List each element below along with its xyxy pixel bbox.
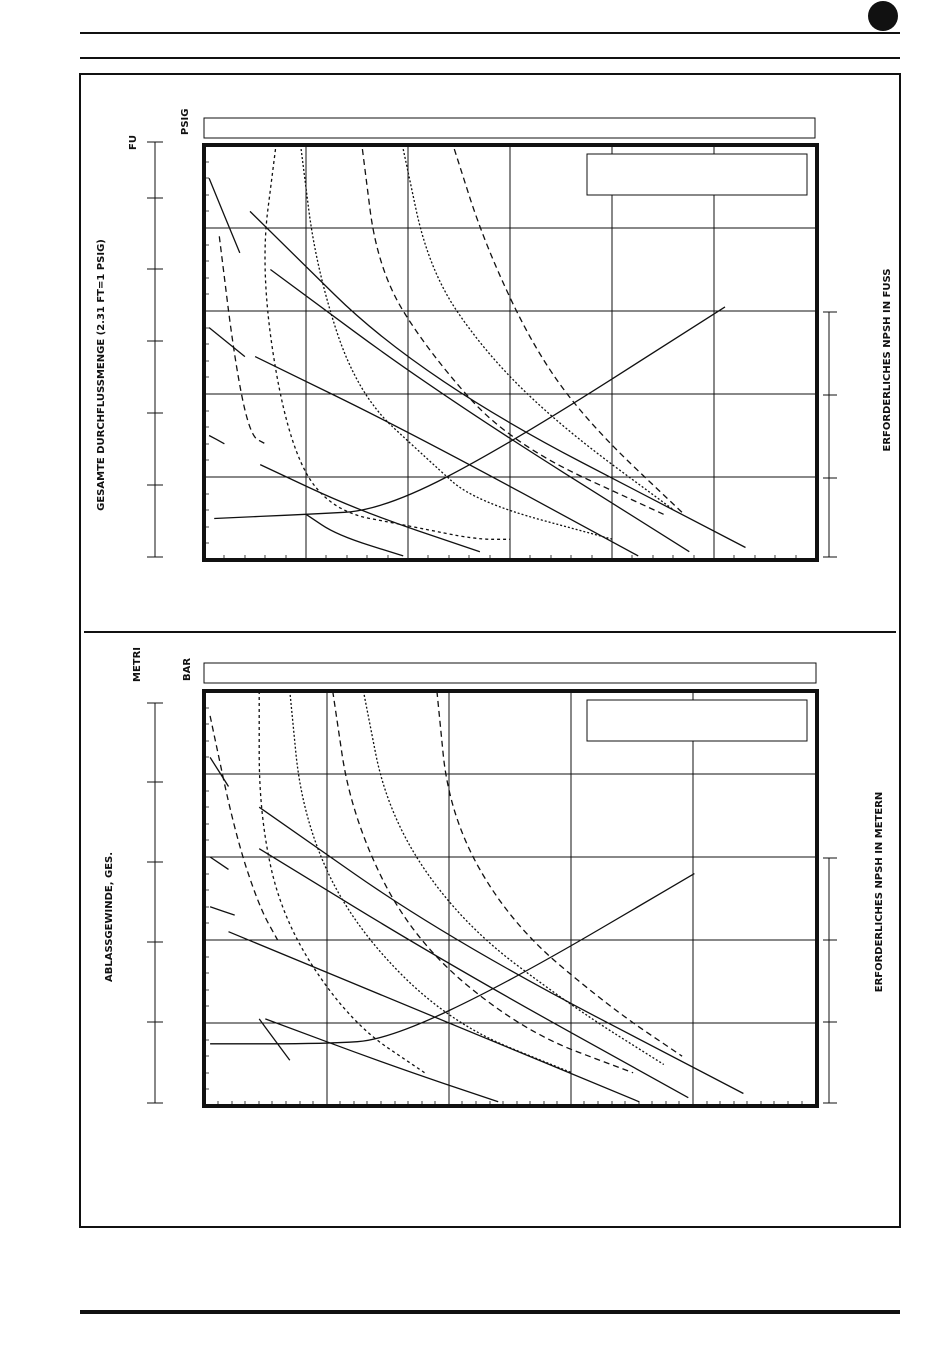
chart-1-left-axis-label: GESAMTE DURCHFLUSSMENGE (2.31 FT=1 PSIG) [96,239,107,511]
chart-2-minor-ticks [204,708,802,1106]
chart-1-series-8 [209,436,224,444]
chart-2-series-13 [363,691,663,1065]
chart-1-grid [204,145,817,560]
chart-2-series-4 [265,1019,498,1102]
chart-2-curves [210,691,743,1102]
chart-2-left-axis-label: ABLASSGEWINDE, GES. [104,851,115,983]
chart-2-series-7 [210,857,228,869]
chart-1 [96,109,893,560]
chart-2-series-15 [210,716,278,940]
chart-2-unit-outer: METRI [132,646,143,682]
chart-1-series-5 [214,307,725,519]
chart-1-minor-ticks [204,162,796,560]
chart-2-series-12 [333,691,633,1073]
chart-1-series-3 [255,357,638,556]
chart-1-series-11 [301,149,613,539]
chart-1-series-6 [209,178,240,253]
chart-1-series-14 [454,149,684,514]
chart-2-series-5 [210,874,694,1044]
chart-2 [104,647,885,1106]
header-badge [868,1,898,31]
chart-2-series-10 [259,691,425,1073]
chart-2-legend-box [587,700,807,741]
chart-1-legend-box [587,154,807,195]
chart-2-series-3 [229,932,640,1102]
chart-2-series-8 [210,907,235,915]
chart-2-left-scale [147,703,163,1103]
chart-1-right-axis-label: ERFORDERLICHES NPSH IN FUSS [882,268,893,452]
chart-2-series-14 [437,691,682,1056]
chart-2-series-2 [259,849,688,1098]
chart-2-series-1 [259,807,743,1093]
chart-1-unit-outer: FU [128,135,139,150]
chart-1-left-scale [147,142,163,557]
chart-1-right-scale [823,312,837,557]
chart-2-title-bar [204,663,816,683]
chart-1-unit-inner: PSIG [180,108,191,135]
chart-2-right-axis-label: ERFORDERLICHES NPSH IN METERN [874,791,885,993]
chart-1-curves [209,149,745,556]
chart-1-series-7 [209,328,245,357]
chart-1-series-2 [270,270,689,552]
chart-2-series-9 [259,1019,290,1060]
chart-2-unit-inner: BAR [182,657,193,681]
chart-2-right-scale [823,858,837,1103]
chart-2-series-6 [210,757,228,786]
chart-1-title-bar [204,118,815,138]
chart-1-series-15 [219,236,265,443]
